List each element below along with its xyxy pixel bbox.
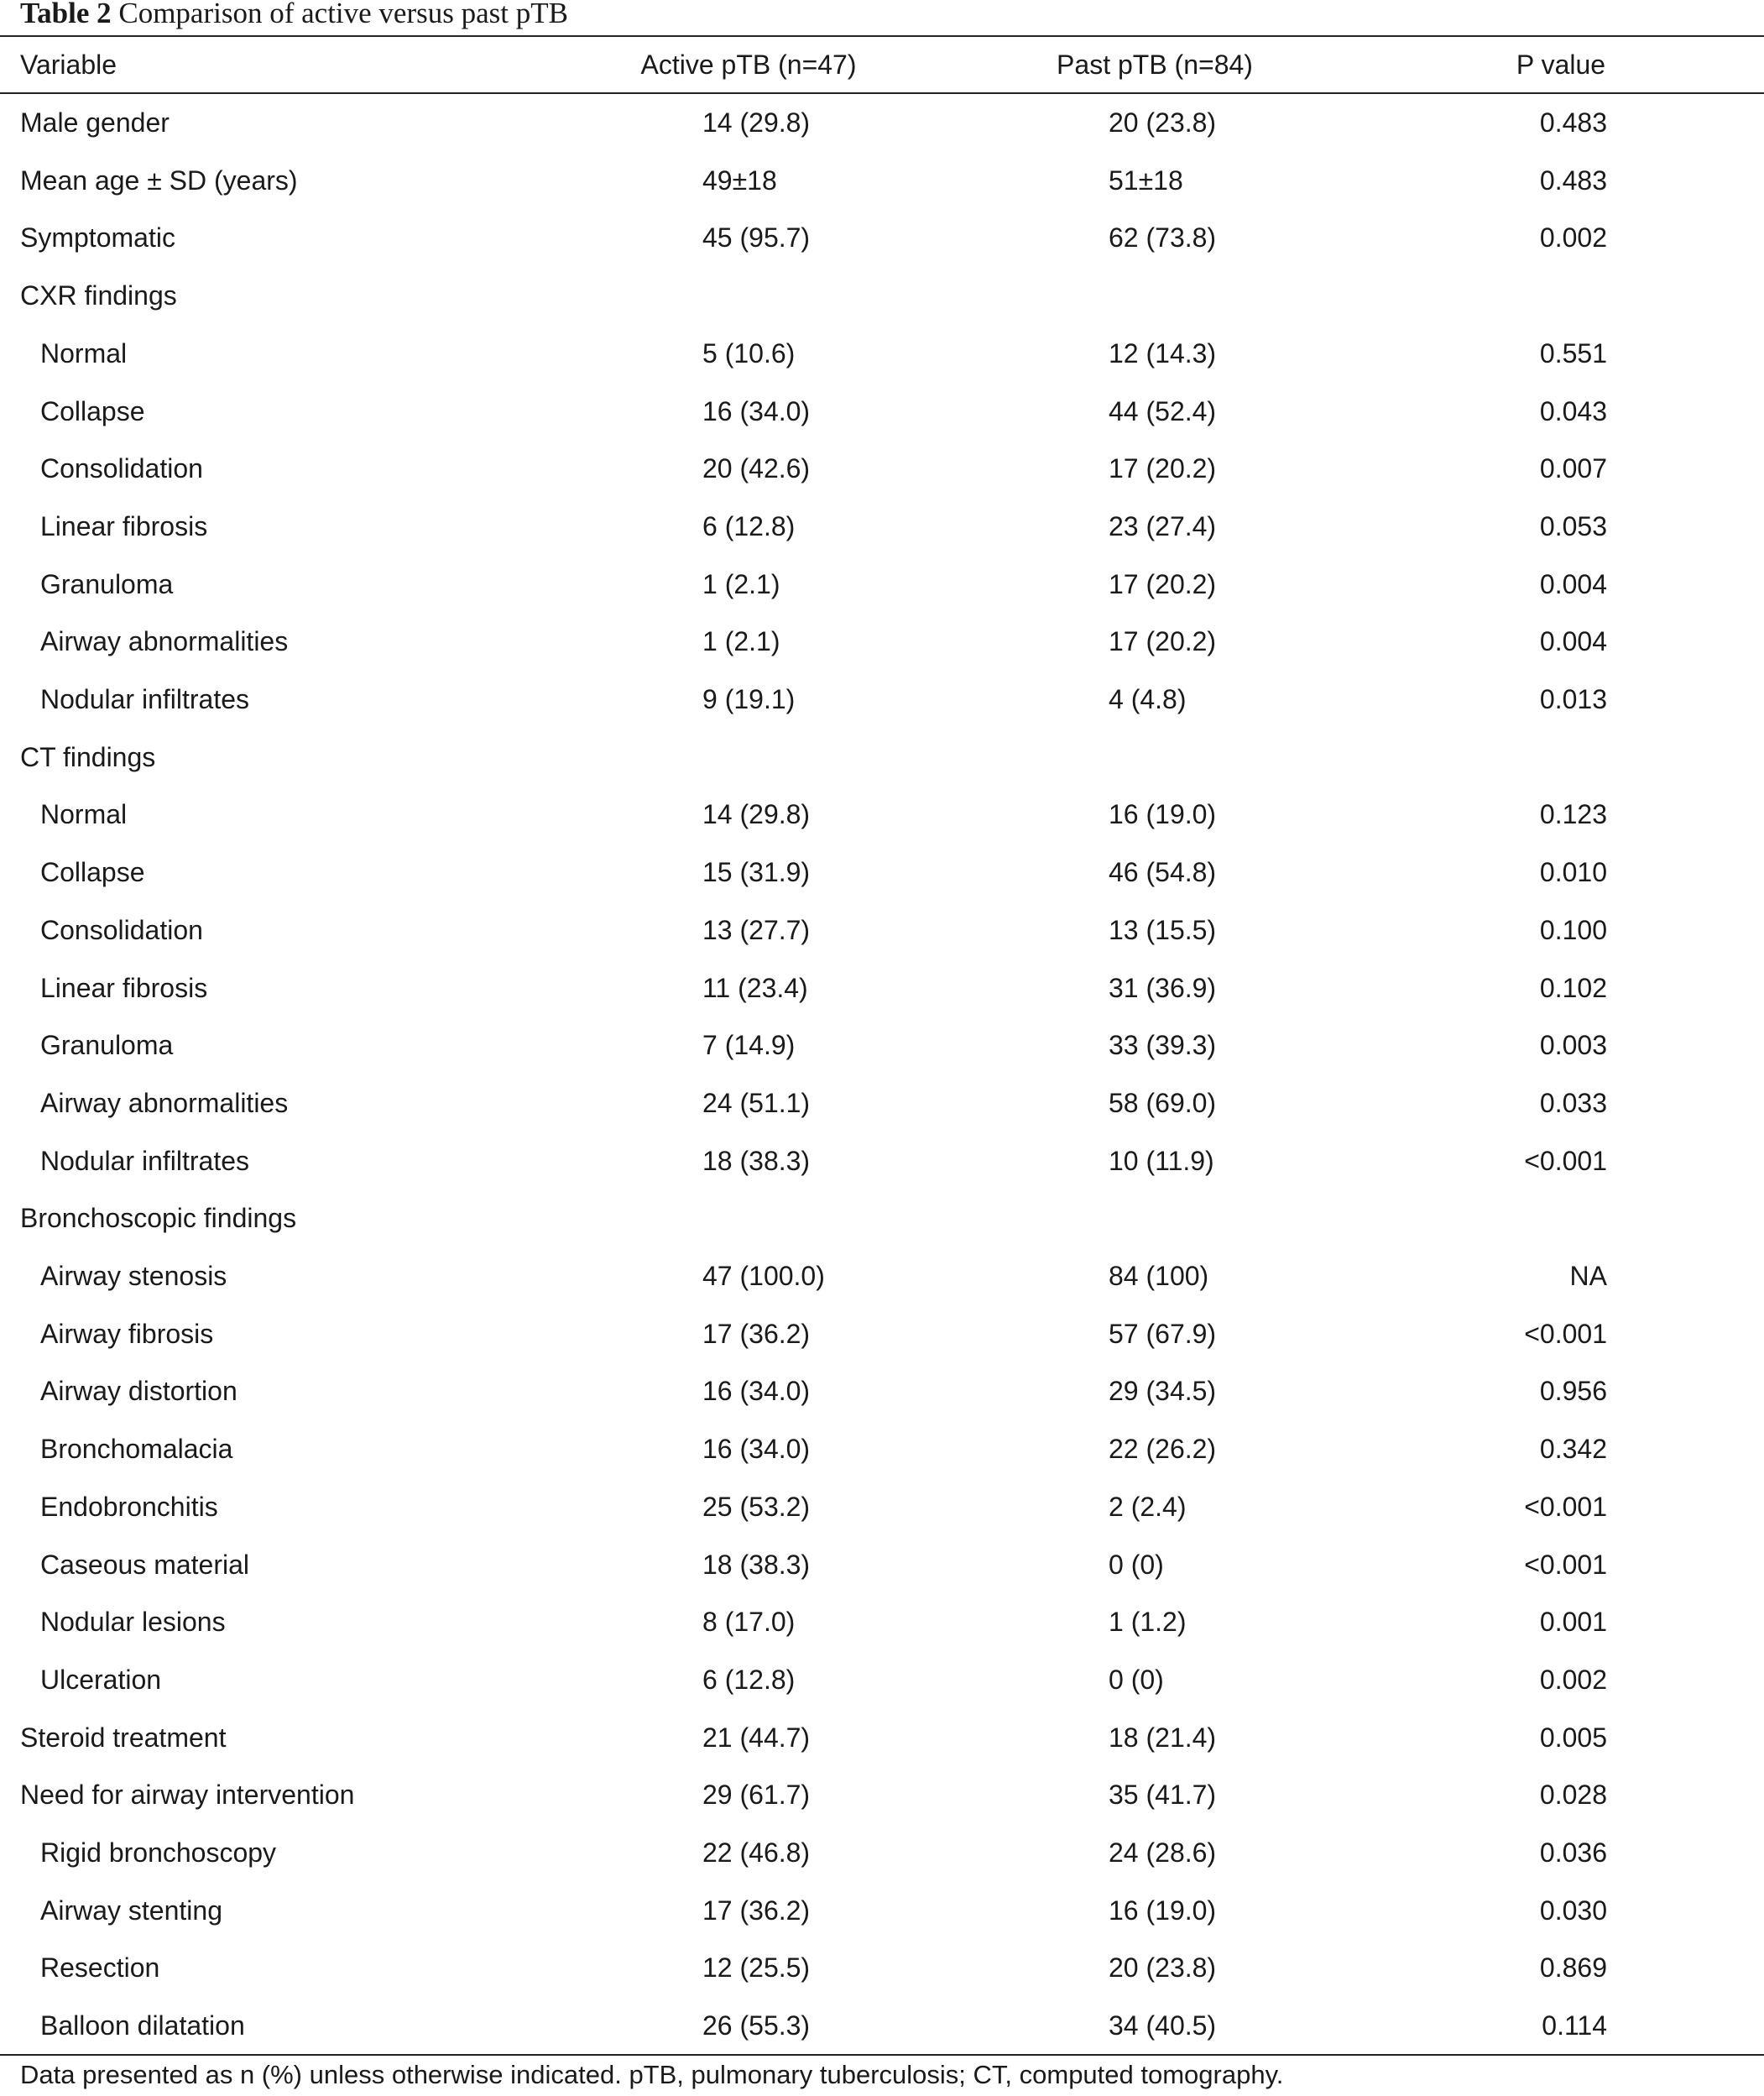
table-row [0,1536,1764,1593]
p-value-text: 0.956 [1539,1376,1607,1407]
row-p-value [1435,1536,1687,1593]
table-row [0,1132,1764,1189]
row-p-value [1435,844,1687,901]
p-value-text: 0.002 [1539,222,1607,254]
table-row [0,1651,1764,1708]
row-p-value [1435,1189,1687,1247]
row-p-value [1435,1997,1687,2054]
p-value-text: 0.123 [1539,799,1607,830]
row-p-value [1435,383,1687,440]
row-past-value [1029,1824,1281,1881]
active-value-text: 20 (42.6) [702,453,811,484]
row-past-value [1029,613,1281,670]
row-variable: Resection [40,1952,160,1984]
table-title: Comparison of active versus past pTB [118,0,568,29]
row-p-value [1435,959,1687,1017]
row-p-value [1435,1305,1687,1362]
row-p-value [1435,1478,1687,1535]
active-value-text: 1 (2.1) [702,626,780,657]
row-p-value [1435,1824,1687,1881]
row-variable: Consolidation [40,914,203,945]
row-past-value [1029,1132,1281,1189]
active-value-text: 14 (29.8) [702,799,811,830]
table-row [0,1247,1764,1304]
row-p-value [1435,729,1687,786]
row-active-value [623,1709,874,1766]
row-p-value [1435,152,1687,209]
table-caption [20,0,568,34]
row-past-value [1029,671,1281,728]
row-past-value [1029,1478,1281,1535]
past-value-text: 24 (28.6) [1109,1837,1217,1868]
row-past-value [1029,209,1281,266]
active-value-text: 24 (51.1) [702,1087,811,1118]
p-value-text: 0.001 [1539,1607,1607,1638]
past-value-text: 22 (26.2) [1109,1434,1217,1465]
p-value-text: 0.551 [1539,337,1607,368]
table-row [0,1074,1764,1132]
table-row [0,556,1764,613]
p-value-text: 0.004 [1539,568,1607,599]
row-past-value [1029,1074,1281,1132]
row-variable: Nodular lesions [40,1607,226,1638]
row-variable: Mean age ± SD (years) [20,165,298,196]
active-value-text: 29 (61.7) [702,1780,811,1811]
row-p-value [1435,94,1687,151]
table-row [0,844,1764,901]
row-past-value [1029,383,1281,440]
row-past-value [1029,1593,1281,1650]
row-p-value [1435,1651,1687,1708]
row-active-value [623,902,874,959]
past-value-text: 4 (4.8) [1109,684,1187,714]
past-value-text: 44 (52.4) [1109,395,1217,426]
row-p-value [1435,267,1687,324]
table-row [0,267,1764,324]
row-active-value [623,325,874,382]
active-value-text: 49±18 [702,165,777,196]
row-variable: Bronchomalacia [40,1434,233,1465]
table-row [0,1593,1764,1650]
row-active-value [623,729,874,786]
p-value-text: 0.004 [1539,626,1607,657]
p-value-text: 0.003 [1539,1030,1607,1061]
past-value-text: 2 (2.4) [1109,1491,1187,1522]
row-past-value [1029,1997,1281,2054]
row-active-value [623,1478,874,1535]
active-value-text: 16 (34.0) [702,395,811,426]
past-value-text: 31 (36.9) [1109,972,1217,1003]
row-active-value [623,152,874,209]
row-past-value [1029,152,1281,209]
row-p-value [1435,1882,1687,1939]
row-active-value [623,1074,874,1132]
table-row [0,1017,1764,1074]
row-active-value [623,498,874,555]
p-value-text: 0.114 [1542,2010,1607,2041]
past-value-text: 35 (41.7) [1109,1780,1217,1811]
row-variable: Airway stenting [40,1895,222,1926]
table-row [0,1766,1764,1823]
row-p-value [1435,1939,1687,1996]
active-value-text: 6 (12.8) [702,510,796,541]
row-past-value [1029,786,1281,843]
p-value-text: 0.033 [1539,1087,1607,1118]
past-value-text: 51±18 [1109,165,1183,196]
p-value-text: 0.030 [1539,1895,1607,1926]
table-row [0,613,1764,670]
active-value-text: 47 (100.0) [702,1261,825,1291]
row-p-value [1435,786,1687,843]
past-value-text: 12 (14.3) [1109,337,1217,368]
row-active-value [623,556,874,613]
row-past-value [1029,1939,1281,1996]
p-value-text: NA [1569,1261,1607,1291]
row-past-value [1029,1362,1281,1419]
row-p-value [1435,440,1687,497]
row-variable: Steroid treatment [20,1722,227,1753]
p-value-text: 0.100 [1539,914,1607,945]
past-value-text: 18 (21.4) [1109,1722,1217,1753]
table-row [0,383,1764,440]
row-p-value [1435,209,1687,266]
past-value-text: 10 (11.9) [1109,1145,1214,1176]
past-value-text: 46 (54.8) [1109,857,1217,888]
active-value-text: 13 (27.7) [702,914,811,945]
row-variable: Ulceration [40,1664,162,1695]
row-past-value [1029,1651,1281,1708]
p-value-text: <0.001 [1524,1549,1607,1580]
row-active-value [623,1305,874,1362]
p-value-text: 0.007 [1539,453,1607,484]
row-past-value [1029,844,1281,901]
active-value-text: 26 (55.3) [702,2010,811,2041]
past-value-text: 20 (23.8) [1109,1952,1217,1984]
p-value-text: 0.043 [1539,395,1607,426]
row-past-value [1029,1017,1281,1074]
row-variable: Symptomatic [20,222,175,254]
active-value-text: 8 (17.0) [702,1607,796,1638]
active-value-text: 17 (36.2) [702,1318,811,1349]
table-row [0,440,1764,497]
p-value-text: <0.001 [1524,1491,1607,1522]
row-p-value [1435,556,1687,613]
row-p-value [1435,671,1687,728]
table-row [0,729,1764,786]
past-value-text: 17 (20.2) [1109,568,1217,599]
active-value-text: 16 (34.0) [702,1434,811,1465]
row-p-value [1435,1132,1687,1189]
row-active-value [623,1189,874,1247]
row-variable: Nodular infiltrates [40,1145,249,1176]
past-value-text: 16 (19.0) [1109,1895,1217,1926]
table-row [0,1362,1764,1419]
row-active-value [623,1362,874,1419]
active-value-text: 16 (34.0) [702,1376,811,1407]
row-active-value [623,1651,874,1708]
past-value-text: 1 (1.2) [1109,1607,1187,1638]
active-value-text: 21 (44.7) [702,1722,811,1753]
p-value-text: 0.028 [1539,1780,1607,1811]
row-p-value [1435,613,1687,670]
row-variable: Linear fibrosis [40,972,208,1003]
row-active-value [623,786,874,843]
active-value-text: 1 (2.1) [702,568,780,599]
row-past-value [1029,1536,1281,1593]
p-value-text: <0.001 [1524,1318,1607,1349]
row-variable: Normal [40,799,128,830]
row-p-value [1435,1709,1687,1766]
past-value-text: 23 (27.4) [1109,510,1217,541]
row-p-value [1435,498,1687,555]
table-row [0,209,1764,266]
row-variable: Granuloma [40,568,174,599]
past-value-text: 17 (20.2) [1109,453,1217,484]
row-past-value [1029,1882,1281,1939]
table-header [0,36,1764,93]
row-p-value [1435,1362,1687,1419]
row-variable: Airway abnormalities [40,626,289,657]
row-variable: Airway fibrosis [40,1318,214,1349]
row-variable: Consolidation [40,453,203,484]
row-p-value [1435,1017,1687,1074]
past-value-text: 29 (34.5) [1109,1376,1217,1407]
row-variable: Bronchoscopic findings [20,1203,297,1234]
past-value-text: 84 (100) [1109,1261,1209,1291]
row-past-value [1029,729,1281,786]
table-row [0,1305,1764,1362]
row-variable: Rigid bronchoscopy [40,1837,277,1868]
p-value-text: 0.005 [1539,1722,1607,1753]
table-row [0,1997,1764,2054]
table-row [0,498,1764,555]
past-value-text: 57 (67.9) [1109,1318,1217,1349]
p-value-text: <0.001 [1524,1145,1607,1176]
row-p-value [1435,1593,1687,1650]
bottom-rule [0,2054,1764,2056]
row-active-value [623,613,874,670]
table-row [0,1189,1764,1247]
row-variable: Balloon dilatation [40,2010,245,2041]
table-row [0,1420,1764,1477]
row-active-value [623,1017,874,1074]
active-value-text: 45 (95.7) [702,222,811,254]
row-variable: Airway stenosis [40,1261,227,1291]
table-row [0,902,1764,959]
row-active-value [623,1247,874,1304]
row-active-value [623,1536,874,1593]
p-value-text: 0.483 [1539,107,1607,138]
active-value-text: 11 (23.4) [702,972,808,1003]
row-past-value [1029,325,1281,382]
row-active-value [623,209,874,266]
row-active-value [623,440,874,497]
row-p-value [1435,1247,1687,1304]
past-value-text: 34 (40.5) [1109,2010,1217,2041]
row-active-value [623,1882,874,1939]
table-row [0,786,1764,843]
row-p-value [1435,1074,1687,1132]
past-value-text: 20 (23.8) [1109,107,1217,138]
row-past-value [1029,1709,1281,1766]
table-row [0,1824,1764,1881]
active-value-text: 5 (10.6) [702,337,796,368]
row-variable: Collapse [40,395,145,426]
active-value-text: 15 (31.9) [702,857,811,888]
row-active-value [623,671,874,728]
row-past-value [1029,1305,1281,1362]
past-value-text: 58 (69.0) [1109,1087,1217,1118]
past-value-text: 33 (39.3) [1109,1030,1217,1061]
row-variable: Airway abnormalities [40,1087,289,1118]
row-active-value [623,1939,874,1996]
p-value-text: 0.010 [1539,857,1607,888]
row-past-value [1029,498,1281,555]
p-value-text: 0.013 [1539,684,1607,714]
active-value-text: 6 (12.8) [702,1664,796,1695]
row-active-value [623,1593,874,1650]
p-value-text: 0.002 [1539,1664,1607,1695]
table-row [0,152,1764,209]
row-variable: CT findings [20,741,156,772]
header-variable: Variable [20,50,117,80]
row-variable: Linear fibrosis [40,510,208,541]
active-value-text: 22 (46.8) [702,1837,811,1868]
row-variable: CXR findings [20,280,177,311]
active-value-text: 7 (14.9) [702,1030,796,1061]
past-value-text: 0 (0) [1109,1664,1164,1695]
p-value-text: 0.483 [1539,165,1607,196]
row-p-value [1435,325,1687,382]
row-variable: Caseous material [40,1549,249,1580]
row-active-value [623,94,874,151]
row-active-value [623,1997,874,2054]
row-past-value [1029,1766,1281,1823]
header-active: Active pTB (n=47) [640,50,857,80]
past-value-text: 0 (0) [1109,1549,1164,1580]
table-row [0,325,1764,382]
row-past-value [1029,267,1281,324]
active-value-text: 18 (38.3) [702,1145,811,1176]
row-past-value [1029,959,1281,1017]
row-past-value [1029,94,1281,151]
row-active-value [623,383,874,440]
p-value-text: 0.036 [1539,1837,1607,1868]
row-variable: Male gender [20,107,170,138]
p-value-text: 0.342 [1539,1434,1607,1465]
row-past-value [1029,1189,1281,1247]
row-active-value [623,1132,874,1189]
header-past: Past pTB (n=84) [1057,50,1253,80]
row-active-value [623,844,874,901]
past-value-text: 16 (19.0) [1109,799,1217,830]
active-value-text: 14 (29.8) [702,107,811,138]
row-variable: Nodular infiltrates [40,684,249,714]
row-past-value [1029,440,1281,497]
table-row [0,1478,1764,1535]
active-value-text: 12 (25.5) [702,1952,811,1984]
table-footnote: Data presented as n (%) unless otherwise indicated. pTB, pulmonary tuberculosis; CT, computed tomography. [20,2060,1284,2089]
row-variable: Need for airway intervention [20,1780,355,1811]
active-value-text: 25 (53.2) [702,1491,811,1522]
row-active-value [623,1766,874,1823]
row-variable: Normal [40,337,128,368]
table-row [0,94,1764,151]
row-variable: Collapse [40,857,145,888]
row-variable: Endobronchitis [40,1491,218,1522]
table-row [0,671,1764,728]
header-p-value: P value [1516,50,1606,80]
p-value-text: 0.869 [1539,1952,1607,1984]
row-active-value [623,1824,874,1881]
row-active-value [623,267,874,324]
row-past-value [1029,1247,1281,1304]
row-p-value [1435,1420,1687,1477]
row-active-value [623,959,874,1017]
row-p-value [1435,1766,1687,1823]
p-value-text: 0.102 [1539,972,1607,1003]
active-value-text: 17 (36.2) [702,1895,811,1926]
p-value-text: 0.053 [1539,510,1607,541]
past-value-text: 13 (15.5) [1109,914,1217,945]
row-variable: Airway distortion [40,1376,237,1407]
row-past-value [1029,902,1281,959]
row-active-value [623,1420,874,1477]
row-past-value [1029,1420,1281,1477]
table-row [0,1939,1764,1996]
table-row [0,1882,1764,1939]
row-p-value [1435,902,1687,959]
table-row [0,1709,1764,1766]
row-past-value [1029,556,1281,613]
active-value-text: 18 (38.3) [702,1549,811,1580]
row-variable: Granuloma [40,1030,174,1061]
past-value-text: 17 (20.2) [1109,626,1217,657]
past-value-text: 62 (73.8) [1109,222,1217,254]
table-label: Table 2 [20,0,112,29]
table-row [0,959,1764,1017]
active-value-text: 9 (19.1) [702,684,796,714]
